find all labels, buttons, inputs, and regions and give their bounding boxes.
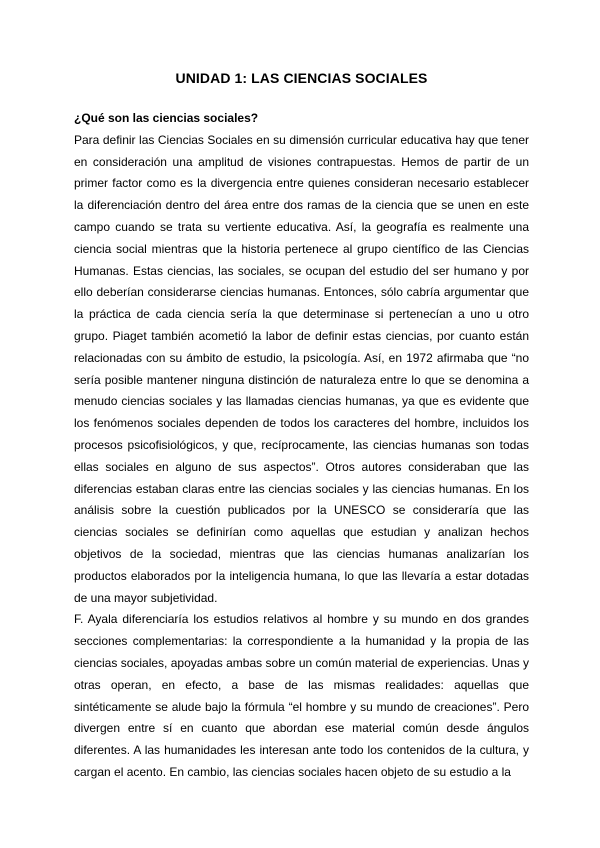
section-heading: ¿Qué son las ciencias sociales? — [74, 111, 259, 125]
paragraph: F. Ayala diferenciaría los estudios relativos al hombre y su mundo en dos grandes secciones complementarias: la correspondiente a la humanidad y la propia de las ciencias sociales, apoyadas ambas sobre un común material de experiencias. Unas y otras operan, en efecto, a base de las mismas realidades: aquellas que sintéticamente se alude bajo la fórmula “el hombre y su mundo de creaciones”. Pero divergen entre sí en cuanto que abordan ese material común desde ángulos diferentes. A las humanidades les interesan ante todo los contenidos de la cultura, y cargan el acento. En cambio, las ciencias sociales hacen objeto de su estudio a la — [74, 612, 529, 779]
document-page — [74, 70, 529, 784]
page-title: UNIDAD 1: LAS CIENCIAS SOCIALES — [175, 70, 428, 86]
paragraph: Para definir las Ciencias Sociales en su dimensión curricular educativa hay que tener en consideración una amplitud de visiones contrapuestas. Hemos de partir de un primer factor como es la divergencia entre quienes consideran necesario establecer la diferenciación dentro del área entre dos ramas de la ciencia que se unen en este campo cuando se trata su vertiente educativa. Así, la geografía es realmente una ciencia social mientras que la historia pertenece al grupo científico de las Ciencias Humanas. Estas ciencias, las sociales, se ocupan del estudio del ser humano y por ello deberían considerarse ciencias humanas. Entonces, sólo cabría argumentar que la práctica de cada ciencia sería la que determinase si pertenecían a uno u otro grupo. Piaget también acometió la labor de definir estas ciencias, por cuanto están relacionadas con su ámbito de estudio, la psicología. Así, en 1972 afirmaba que “no sería posible mantener ninguna distinción de naturaleza entre lo que se denomina a menudo ciencias sociales y las llamadas ciencias humanas, ya que es evidente que los fenómenos sociales dependen de todos los caracteres del hombre, incluidos los procesos psicofisiológicos, y que, recíprocamente, las ciencias humanas son todas ellas sociales en alguno de sus aspectos”. Otros autores consideraban que las diferencias estaban claras entre las ciencias sociales y las ciencias humanas. En los análisis sobre la cuestión publicados por la UNESCO se consideraría que las ciencias sociales se definirían como aquellas que estudian y analizan hechos objetivos de la sociedad, mientras que las ciencias humanas analizarían los productos elaborados por la inteligencia humana, lo que las llevaría a estar dotadas de una mayor subjetividad. — [74, 132, 529, 605]
